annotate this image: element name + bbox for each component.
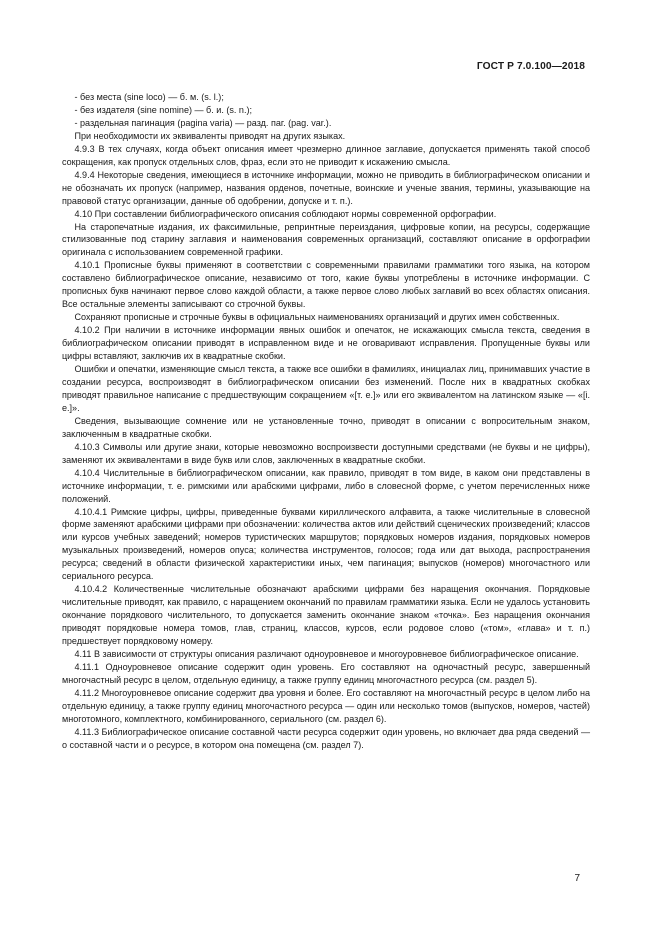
page-number: 7 [574,873,580,884]
list-item: - без места (sine loco) — б. м. (s. l.); [74,92,224,102]
paragraph: 4.10.4.1 Римские цифры, цифры, приведенные буквами кириллического алфавита, а также числительные в словесной форме заменяют арабскими цифрами при обозначении: количества актов или действий сценических произведений; классов или курсов учебных заведений; номеров туристических маршрутов; порядковых номеров издания, порядковых номеров музыкальных произведений, номеров опуса; количества инструментов, голосов; года или дат выхода, распространения ресурса; сведений в области физической характеристики иных, чем пагинация; выпусков (номеров) многочастного или сериального ресурса. [62,506,590,582]
paragraph: 4.10.3 Символы или другие знаки, которые невозможно воспроизвести доступными средствами (не буквы и не цифры), заменяют их эквивалентами в виде букв или слов, заключенных в квадратные скобки. [62,441,590,465]
paragraph: 4.10.4 Числительные в библиографическом описании, как правило, приводят в том виде, в каком они представлены в источнике информации, т. е. римскими или арабскими цифрами, либо в словесной форме, с учетом перечисленных ниже положений. [62,467,590,504]
paragraph: На старопечатные издания, их факсимильные, репринтные переиздания, цифровые копии, на ресурсы, содержащие стилизованные под старину заглавия и наименования современных организаций, составляют описание в орфографии оригинала с использованием современной графики. [62,221,590,258]
paragraph: 4.10.1 Прописные буквы применяют в соответствии с современными правилами грамматики того языка, на котором составлено библиографическое описание, независимо от того, какие буквы употреблены в источнике информации. С прописных букв начинают первое слово каждой области, а также первое слово любых заглавий во всех областях описания. Все остальные элементы записывают со строчной буквы. [62,260,590,310]
paragraph: Сохраняют прописные и строчные буквы в официальных наименованиях организаций и других имен собственных. [74,312,560,323]
paragraph: 4.11 В зависимости от структуры описания различают одноуровневое и многоуровневое библиографическое описание. [74,648,579,659]
paragraph: 4.9.4 Некоторые сведения, имеющиеся в источнике информации, можно не приводить в библиографическом описании и не обозначать их пропуск (например, названия орденов, почетные, воинские и ученые звания, термины, указывающие на правовой статус организации, данные об одобрении, допуске и т. п.). [62,169,590,206]
document-body [62,91,590,752]
paragraph: Сведения, вызывающие сомнение или не установленные точно, приводят в описании с вопросительным знаком, заключенным в квадратные скобки. [62,415,590,439]
paragraph: 4.11.3 Библиографическое описание составной части ресурса содержит один уровень, но включает два ряда сведений — о составной части и о ресурсе, в котором она помещена (см. раздел 7). [62,726,590,750]
paragraph: При необходимости их эквиваленты приводят на других языках. [74,130,346,141]
list-item: - раздельная пагинация (pagina varia) — разд. паг. (pag. var.). [74,117,332,128]
document-header: ГОСТ Р 7.0.100—2018 [476,61,585,72]
paragraph: 4.9.3 В тех случаях, когда объект описания имеет чрезмерно длинное заглавие, допускается применять такой способ сокращения, как пропуск отдельных слов, фраз, если это не приводит к искажению смысла. [62,143,590,167]
paragraph: 4.10.2 При наличии в источнике информации явных ошибок и опечаток, не искажающих смысла текста, сведения в библиографическом описании приводят в исправленном виде и не оговаривают исправления. Пропущенные буквы или цифры вставляют, заключив их в квадратные скобки. [62,325,590,362]
list-item: - без издателя (sine nomine) — б. и. (s. n.); [74,104,252,115]
paragraph: 4.11.2 Многоуровневое описание содержит два уровня и более. Его составляют на многочастный ресурс в целом либо на отдельную единицу, а также группу единиц многочастного ресурса — один или несколько томов (выпусков, номеров, частей) многотомного, комплектного, комбинированного, сериального (см. раздел 6). [62,687,590,724]
paragraph: Ошибки и опечатки, изменяющие смысл текста, а также все ошибки в фамилиях, инициалах лиц, принимавших участие в создании ресурса, воспроизводят в библиографическом описании без изменений. После них в квадратных скобках приводят правильное написание с предшествующим сокращением «[т. е.]» или его эквивалентом на латинском языке — «[i. e.]». [62,364,590,413]
paragraph: 4.10.4.2 Количественные числительные обозначают арабскими цифрами без наращения окончания. Порядковые числительные приводят, как правило, с наращением окончаний по правилам грамматики языка. Если не удалось установить окончание порядкового числительного, то допускается заменить окончание знаком «точка». Без наращения окончания приводят порядковые номера томов, глав, страниц, классов, курсов, если родовое слово («том», «глава» и т. п.) предшествует порядковому номеру. [62,584,590,647]
paragraph: 4.10 При составлении библиографического описания соблюдают нормы современной орфографии. [74,208,497,219]
paragraph: 4.11.1 Одноуровневое описание содержит один уровень. Его составляют на одночастный ресурс, завершенный многочастный ресурс в целом, отдельную единицу, а также группу единиц многочастного ресурса (см. раздел 5). [62,661,590,685]
